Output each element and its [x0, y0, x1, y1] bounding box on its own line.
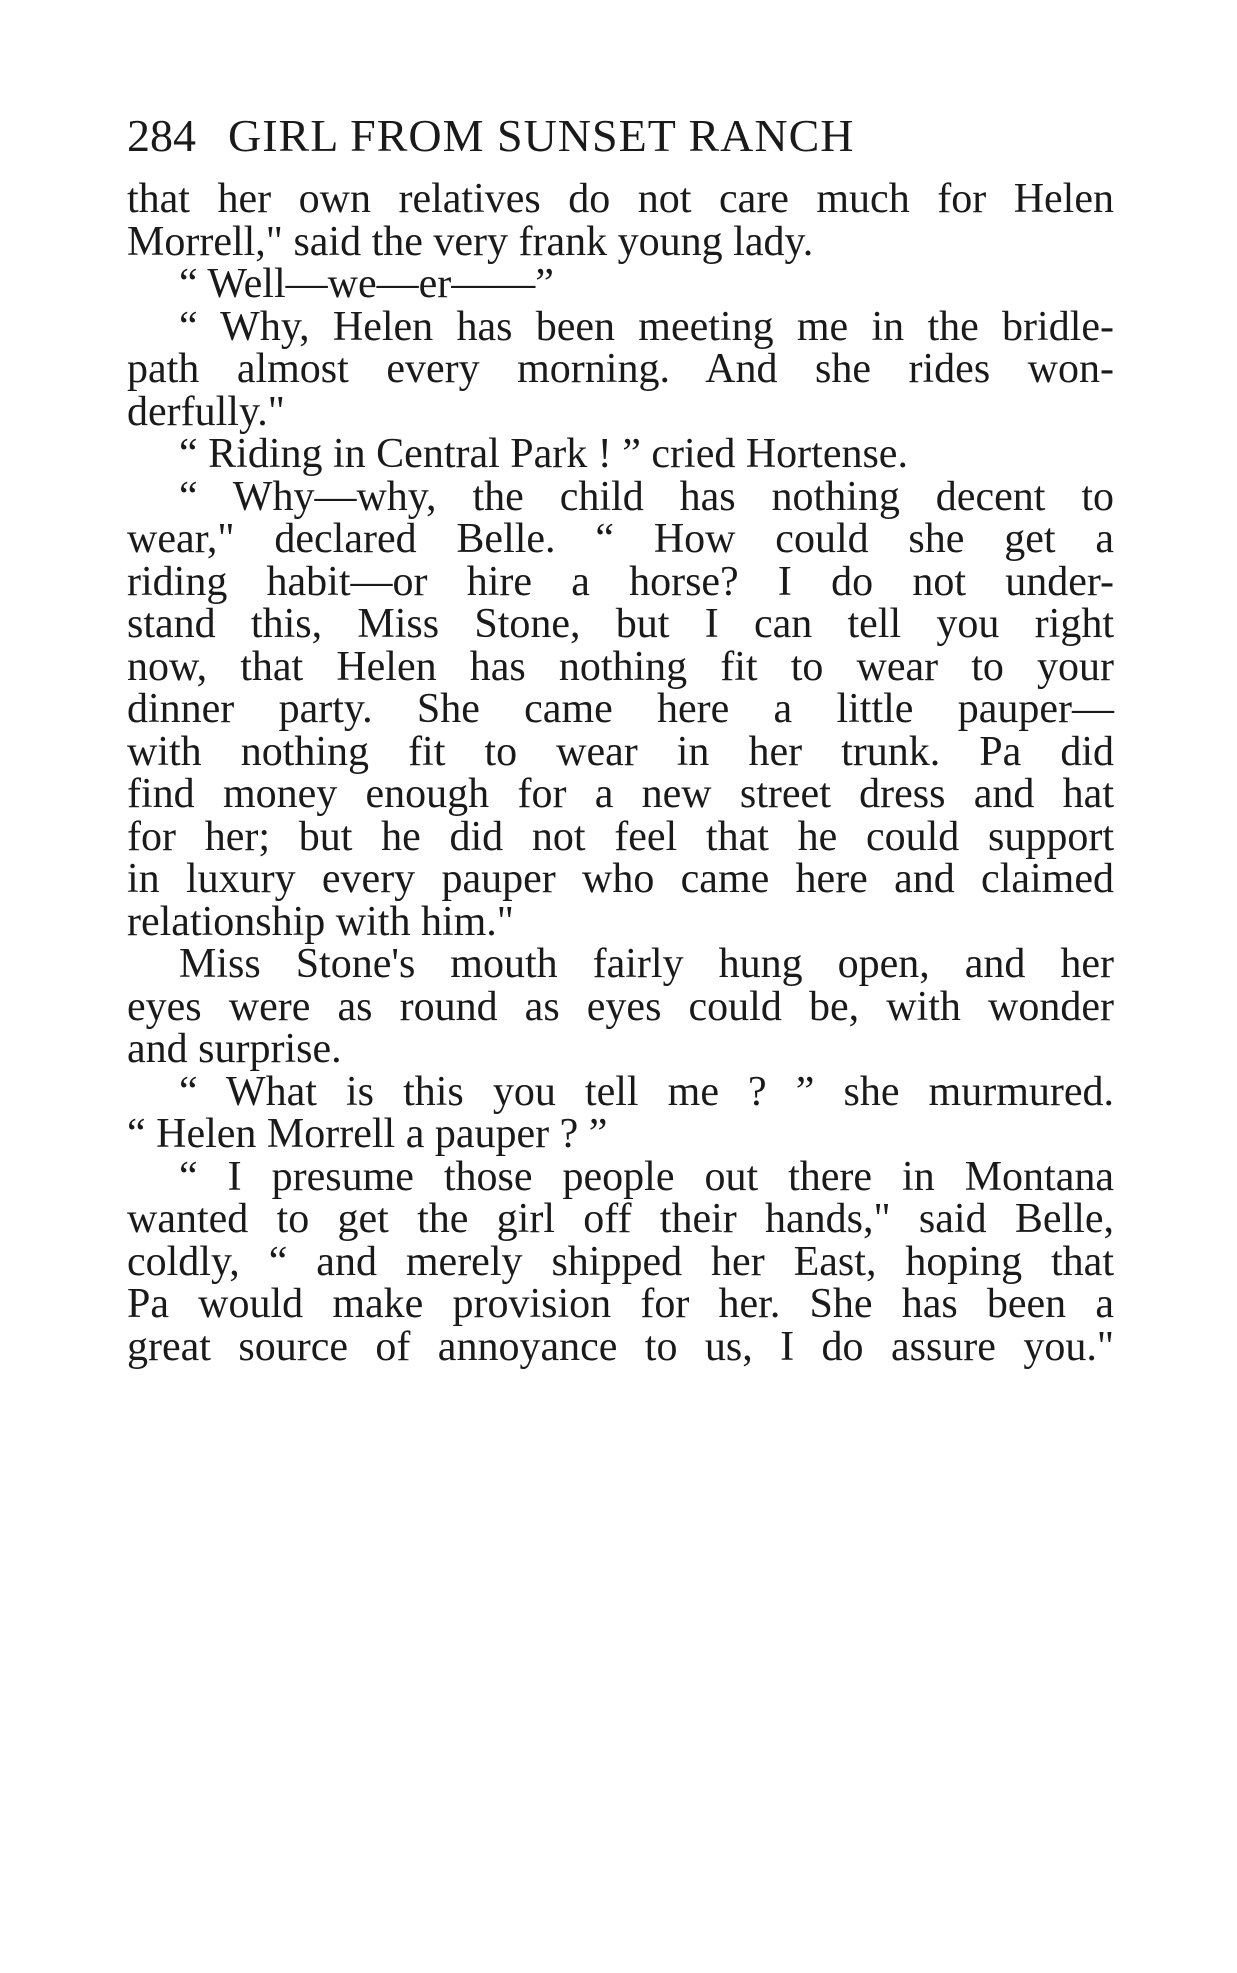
text-line: great source of annoyance to us, I do assure you.": [127, 1324, 1114, 1370]
text-line: and surprise.: [127, 1026, 342, 1072]
text-line: “ Well—we—er——”: [179, 261, 554, 307]
text-line: in luxury every pauper who came here and claimed: [127, 856, 1114, 902]
text-line: “ Riding in Central Park ! ” cried Hortense.: [179, 431, 908, 477]
text-line: that her own relatives do not care much for Helen: [127, 176, 1114, 222]
text-line: path almost every morning. And she rides won-: [127, 346, 1114, 392]
text-line: find money enough for a new street dress and hat: [127, 771, 1114, 817]
text-line: dinner party. She came here a little pauper—: [127, 686, 1114, 732]
text-line: “ Why, Helen has been meeting me in the bridle-: [179, 304, 1114, 350]
text-line: wanted to get the girl off their hands," said Belle,: [127, 1196, 1114, 1242]
text-line: derfully.": [127, 389, 285, 435]
text-line: eyes were as round as eyes could be, with wonder: [127, 984, 1114, 1030]
text-line: coldly, “ and merely shipped her East, hoping that: [127, 1239, 1114, 1285]
text-line: now, that Helen has nothing fit to wear to your: [127, 644, 1114, 690]
text-line: wear," declared Belle. “ How could she get a: [127, 516, 1114, 562]
page-header: [127, 106, 1117, 166]
text-line: “ I presume those people out there in Montana: [179, 1154, 1114, 1200]
text-line: “ Why—why, the child has nothing decent to: [179, 474, 1114, 520]
text-line: for her; but he did not feel that he could support: [127, 814, 1114, 860]
text-line: with nothing fit to wear in her trunk. Pa did: [127, 729, 1114, 775]
text-line: “ What is this you tell me ? ” she murmured.: [179, 1069, 1114, 1115]
text-line: Miss Stone's mouth fairly hung open, and her: [179, 941, 1114, 987]
text-line: relationship with him.": [127, 899, 514, 945]
text-line: Morrell," said the very frank young lady.: [127, 219, 814, 265]
running-title: GIRL FROM SUNSET RANCH: [228, 110, 855, 161]
text-line: stand this, Miss Stone, but I can tell you right: [127, 601, 1114, 647]
page-number: 284: [127, 110, 196, 161]
text-line: Pa would make provision for her. She has been a: [127, 1281, 1114, 1327]
text-line: “ Helen Morrell a pauper ? ”: [127, 1111, 608, 1157]
text-line: riding habit—or hire a horse? I do not under-: [127, 559, 1114, 605]
